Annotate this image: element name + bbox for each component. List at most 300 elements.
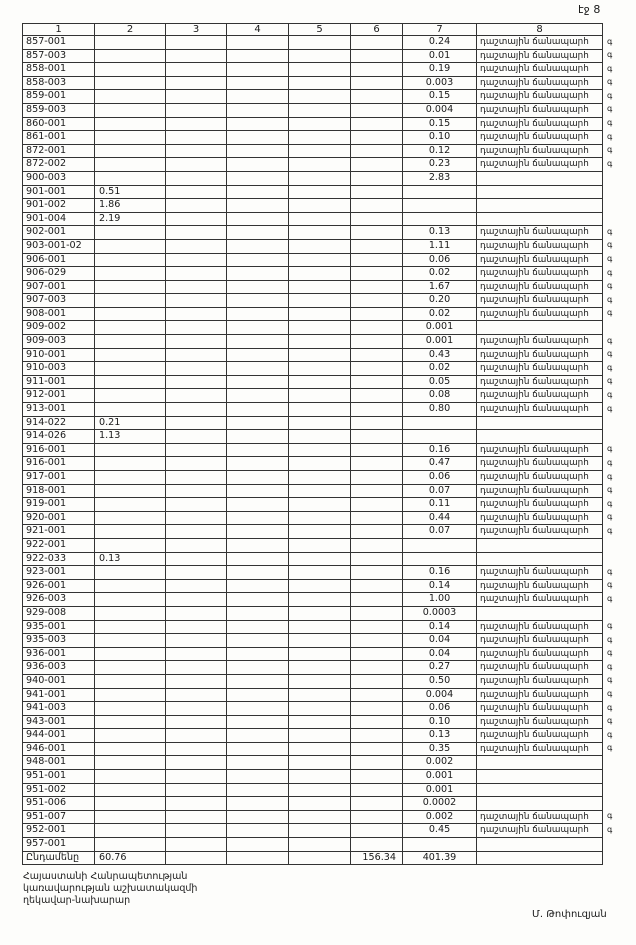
table-cell <box>95 253 166 267</box>
table-cell: 901-001 <box>23 185 95 199</box>
table-cell: 401.39 <box>403 851 477 865</box>
table-cell <box>166 511 227 525</box>
table-cell <box>289 471 351 485</box>
table-cell: դաշտային ճանապարհ <box>477 90 603 104</box>
table-cell <box>289 280 351 294</box>
table-cell <box>166 783 227 797</box>
table-cell: դաշտային ճանապարհ <box>477 158 603 172</box>
table-cell <box>289 620 351 634</box>
table-cell: 922-033 <box>23 552 95 566</box>
table-cell: 911-001 <box>23 375 95 389</box>
margin-tick-icon: գ <box>607 335 613 345</box>
table-cell <box>351 416 403 430</box>
table-cell <box>166 498 227 512</box>
table-cell: 1.11 <box>403 239 477 253</box>
table-cell <box>403 185 477 199</box>
table-cell: 923-001 <box>23 566 95 580</box>
table-cell: 2.19 <box>95 212 166 226</box>
column-header: 3 <box>166 24 227 36</box>
table-cell: 935-001 <box>23 620 95 634</box>
table-cell: դաշտային ճանապարհ <box>477 674 603 688</box>
table-row <box>23 117 603 131</box>
table-cell <box>166 824 227 838</box>
table-cell: դաշտային ճանապարհ <box>477 525 603 539</box>
table-cell <box>95 824 166 838</box>
table-cell: 857-003 <box>23 49 95 63</box>
table-cell: 907-003 <box>23 294 95 308</box>
table-cell: դաշտային ճանապարհ <box>477 498 603 512</box>
table-cell <box>289 253 351 267</box>
table-cell: 0.10 <box>403 131 477 145</box>
footer-line: կառավարության աշխատակազմի <box>23 883 198 894</box>
table-cell <box>289 131 351 145</box>
table-cell <box>227 280 289 294</box>
table-cell <box>351 566 403 580</box>
table-cell <box>166 430 227 444</box>
table-cell: 0.02 <box>403 362 477 376</box>
table-row <box>23 851 603 865</box>
table-cell <box>95 144 166 158</box>
table-cell: 929-008 <box>23 606 95 620</box>
table-cell <box>477 185 603 199</box>
table-cell <box>289 702 351 716</box>
table-cell: դաշտային ճանապարհ <box>477 403 603 417</box>
page-number: էջ 8 <box>578 3 601 16</box>
table-cell <box>289 267 351 281</box>
table-cell <box>227 294 289 308</box>
table-cell <box>95 525 166 539</box>
table-row <box>23 171 603 185</box>
table-cell <box>95 457 166 471</box>
margin-tick-icon: գ <box>607 281 613 291</box>
table-cell <box>351 824 403 838</box>
table-cell <box>289 661 351 675</box>
table-cell <box>403 212 477 226</box>
table-cell <box>227 103 289 117</box>
table-cell <box>289 90 351 104</box>
table-cell: 909-003 <box>23 335 95 349</box>
table-cell <box>289 457 351 471</box>
table-cell <box>95 484 166 498</box>
table-cell: 0.04 <box>403 647 477 661</box>
table-cell <box>227 742 289 756</box>
table-cell <box>227 185 289 199</box>
table-cell <box>289 484 351 498</box>
table-cell: 907-001 <box>23 280 95 294</box>
table-cell <box>351 63 403 77</box>
table-cell <box>477 552 603 566</box>
table-cell <box>166 362 227 376</box>
table-cell <box>95 674 166 688</box>
table-cell: 0.002 <box>403 810 477 824</box>
table-cell <box>166 49 227 63</box>
margin-tick-icon: գ <box>607 634 613 644</box>
table-cell <box>166 403 227 417</box>
table-cell <box>95 49 166 63</box>
table-cell <box>351 634 403 648</box>
table-cell: 872-002 <box>23 158 95 172</box>
table-cell: 0.51 <box>95 185 166 199</box>
table-cell <box>227 335 289 349</box>
table-cell <box>289 375 351 389</box>
table-cell: 0.11 <box>403 498 477 512</box>
table-row <box>23 348 603 362</box>
table-cell <box>289 348 351 362</box>
table-cell <box>227 212 289 226</box>
margin-tick-icon: գ <box>607 90 613 100</box>
table-cell: 951-002 <box>23 783 95 797</box>
table-cell <box>351 76 403 90</box>
table-row <box>23 511 603 525</box>
table-cell <box>351 606 403 620</box>
margin-tick-icon: գ <box>607 240 613 250</box>
table-cell <box>289 294 351 308</box>
table-cell <box>227 810 289 824</box>
margin-tick-icon: գ <box>607 145 613 155</box>
table-cell <box>166 729 227 743</box>
margin-tick-icon: գ <box>607 403 613 413</box>
table-cell: 926-001 <box>23 579 95 593</box>
table-cell: դաշտային ճանապարհ <box>477 593 603 607</box>
table-cell <box>227 471 289 485</box>
table-cell <box>351 185 403 199</box>
table-cell <box>351 335 403 349</box>
table-cell <box>95 90 166 104</box>
table-cell <box>403 838 477 852</box>
column-header: 1 <box>23 24 95 36</box>
table-cell <box>351 511 403 525</box>
table-cell <box>477 321 603 335</box>
table-cell <box>166 647 227 661</box>
table-cell <box>351 620 403 634</box>
table-row <box>23 661 603 675</box>
table-row <box>23 389 603 403</box>
table-cell <box>95 307 166 321</box>
table-cell <box>95 770 166 784</box>
table-cell: 908-001 <box>23 307 95 321</box>
table-cell: 948-001 <box>23 756 95 770</box>
table-cell <box>289 416 351 430</box>
table-cell: 2.83 <box>403 171 477 185</box>
table-cell <box>289 443 351 457</box>
table-cell: 0.20 <box>403 294 477 308</box>
table-cell <box>166 389 227 403</box>
table-cell <box>166 103 227 117</box>
column-header: 8 <box>477 24 603 36</box>
table-cell <box>95 702 166 716</box>
table-row <box>23 267 603 281</box>
table-row <box>23 280 603 294</box>
table-cell <box>351 171 403 185</box>
table-cell: 872-001 <box>23 144 95 158</box>
table-cell: դաշտային ճանապարհ <box>477 375 603 389</box>
table-row <box>23 525 603 539</box>
table-row <box>23 797 603 811</box>
table-cell <box>351 199 403 213</box>
table-row <box>23 715 603 729</box>
table-cell: դաշտային ճանապարհ <box>477 702 603 716</box>
table-cell: 906-001 <box>23 253 95 267</box>
table-cell <box>227 552 289 566</box>
table-cell <box>477 783 603 797</box>
table-cell <box>351 144 403 158</box>
table-cell <box>227 375 289 389</box>
table-cell: 936-001 <box>23 647 95 661</box>
table-cell <box>477 416 603 430</box>
table-cell <box>351 647 403 661</box>
table-cell: 0.13 <box>403 729 477 743</box>
table-cell: դաշտային ճանապարհ <box>477 729 603 743</box>
table-cell: 901-004 <box>23 212 95 226</box>
table-cell <box>289 552 351 566</box>
table-cell <box>477 430 603 444</box>
table-cell <box>166 158 227 172</box>
table-cell <box>227 239 289 253</box>
table-cell <box>289 36 351 50</box>
table-cell <box>166 280 227 294</box>
table-cell: դաշտային ճանապարհ <box>477 307 603 321</box>
table-cell <box>227 253 289 267</box>
table-cell <box>166 797 227 811</box>
table-cell: 0.35 <box>403 742 477 756</box>
table-row <box>23 403 603 417</box>
table-cell <box>289 824 351 838</box>
table-row <box>23 810 603 824</box>
table-cell <box>95 76 166 90</box>
table-cell <box>227 770 289 784</box>
table-row <box>23 579 603 593</box>
table-cell <box>227 824 289 838</box>
margin-tick-icon: գ <box>607 376 613 386</box>
margin-tick-icon: գ <box>607 308 613 318</box>
table-cell: դաշտային ճանապարհ <box>477 131 603 145</box>
table-cell <box>95 171 166 185</box>
table-cell <box>351 103 403 117</box>
table-cell <box>95 647 166 661</box>
table-cell <box>477 797 603 811</box>
table-cell <box>227 267 289 281</box>
table-cell: դաշտային ճանապարհ <box>477 63 603 77</box>
table-cell: 921-001 <box>23 525 95 539</box>
table-row <box>23 688 603 702</box>
table-cell <box>166 267 227 281</box>
table-cell <box>289 770 351 784</box>
table-cell <box>95 634 166 648</box>
table-cell <box>289 403 351 417</box>
table-cell <box>351 457 403 471</box>
margin-tick-icon: գ <box>607 226 613 236</box>
table-cell <box>289 335 351 349</box>
margin-tick-icon: գ <box>607 158 613 168</box>
table-cell <box>477 212 603 226</box>
signer-name: Մ. Թոփուզյան <box>532 909 607 920</box>
table-cell <box>477 606 603 620</box>
table-cell <box>166 171 227 185</box>
table-cell: 860-001 <box>23 117 95 131</box>
table-cell: 0.15 <box>403 117 477 131</box>
table-cell <box>95 593 166 607</box>
table-cell <box>289 321 351 335</box>
table-cell <box>227 688 289 702</box>
margin-tick-icon: գ <box>607 811 613 821</box>
table-cell: 0.15 <box>403 90 477 104</box>
table-cell <box>351 307 403 321</box>
table-cell <box>477 838 603 852</box>
table-cell <box>289 171 351 185</box>
table-cell: դաշտային ճանապարհ <box>477 443 603 457</box>
table-cell: դաշտային ճանապարհ <box>477 226 603 240</box>
table-row <box>23 199 603 213</box>
table-cell <box>166 674 227 688</box>
table-cell <box>289 49 351 63</box>
table-cell <box>95 267 166 281</box>
table-cell <box>95 498 166 512</box>
table-cell <box>351 838 403 852</box>
table-cell: 900-003 <box>23 171 95 185</box>
table-cell <box>289 797 351 811</box>
table-cell: 944-001 <box>23 729 95 743</box>
table-cell <box>227 620 289 634</box>
table-cell: 0.07 <box>403 484 477 498</box>
table-cell: 0.43 <box>403 348 477 362</box>
table-cell <box>227 389 289 403</box>
table-cell: 926-003 <box>23 593 95 607</box>
table-cell: դաշտային ճանապարհ <box>477 362 603 376</box>
table-cell: 919-001 <box>23 498 95 512</box>
table-cell: 0.04 <box>403 634 477 648</box>
table-cell <box>477 756 603 770</box>
table-row <box>23 552 603 566</box>
margin-tick-icon: գ <box>607 512 613 522</box>
table-cell <box>351 702 403 716</box>
table-row <box>23 770 603 784</box>
table-cell <box>351 239 403 253</box>
table-row <box>23 307 603 321</box>
table-cell: 957-001 <box>23 838 95 852</box>
table-cell: 910-003 <box>23 362 95 376</box>
margin-tick-icon: գ <box>607 267 613 277</box>
margin-tick-icon: գ <box>607 471 613 481</box>
table-cell <box>477 538 603 552</box>
table-cell <box>227 838 289 852</box>
table-cell <box>351 484 403 498</box>
table-cell <box>166 688 227 702</box>
margin-tick-icon: գ <box>607 729 613 739</box>
margin-tick-icon: գ <box>607 743 613 753</box>
table-cell <box>95 117 166 131</box>
table-cell <box>351 443 403 457</box>
margin-tick-icon: գ <box>607 661 613 671</box>
table-cell <box>227 457 289 471</box>
table-cell: 0.14 <box>403 620 477 634</box>
margin-tick-icon: գ <box>607 498 613 508</box>
table-cell <box>289 715 351 729</box>
table-cell <box>351 253 403 267</box>
table-cell <box>289 389 351 403</box>
table-cell <box>95 239 166 253</box>
table-cell <box>351 348 403 362</box>
table-cell: դաշտային ճանապարհ <box>477 280 603 294</box>
table-cell: 951-001 <box>23 770 95 784</box>
table-cell: 922-001 <box>23 538 95 552</box>
table-cell: 858-001 <box>23 63 95 77</box>
table-cell: 920-001 <box>23 511 95 525</box>
table-cell <box>166 348 227 362</box>
table-cell <box>227 797 289 811</box>
table-cell: 0.24 <box>403 36 477 50</box>
table-cell <box>289 525 351 539</box>
table-cell <box>477 199 603 213</box>
table-cell <box>166 443 227 457</box>
table-cell <box>351 770 403 784</box>
table-cell <box>166 226 227 240</box>
table-row <box>23 606 603 620</box>
table-row <box>23 838 603 852</box>
table-cell <box>227 443 289 457</box>
table-cell <box>166 525 227 539</box>
table-cell <box>227 90 289 104</box>
table-cell: 0.07 <box>403 525 477 539</box>
margin-tick-icon: գ <box>607 824 613 834</box>
table-row <box>23 430 603 444</box>
table-cell <box>95 538 166 552</box>
table-cell <box>95 375 166 389</box>
table-cell <box>227 131 289 145</box>
table-cell: 946-001 <box>23 742 95 756</box>
table-cell <box>289 144 351 158</box>
table-cell: դաշտային ճանապարհ <box>477 511 603 525</box>
table-cell: 156.34 <box>351 851 403 865</box>
table-cell <box>351 36 403 50</box>
table-cell <box>95 443 166 457</box>
table-cell <box>95 620 166 634</box>
table-cell: դաշտային ճանապարհ <box>477 715 603 729</box>
table-cell: 0.06 <box>403 471 477 485</box>
table-cell <box>289 362 351 376</box>
table-cell <box>403 199 477 213</box>
table-row <box>23 36 603 50</box>
table-cell <box>351 294 403 308</box>
margin-tick-icon: գ <box>607 36 613 46</box>
table-row <box>23 239 603 253</box>
table-cell <box>95 783 166 797</box>
table-cell: դաշտային ճանապարհ <box>477 76 603 90</box>
table-row <box>23 226 603 240</box>
table-cell <box>351 158 403 172</box>
table-cell <box>227 661 289 675</box>
table-cell <box>166 471 227 485</box>
margin-tick-icon: գ <box>607 702 613 712</box>
land-parcel-table <box>22 23 603 865</box>
table-cell <box>351 471 403 485</box>
table-cell: 0.27 <box>403 661 477 675</box>
table-cell: դաշտային ճանապարհ <box>477 566 603 580</box>
table-cell <box>227 756 289 770</box>
table-cell <box>227 307 289 321</box>
table-cell: դաշտային ճանապարհ <box>477 484 603 498</box>
table-cell <box>351 131 403 145</box>
table-cell: 0.47 <box>403 457 477 471</box>
table-cell: 0.001 <box>403 783 477 797</box>
table-cell <box>351 321 403 335</box>
table-cell: 940-001 <box>23 674 95 688</box>
table-cell <box>351 498 403 512</box>
table-row <box>23 593 603 607</box>
column-header: 4 <box>227 24 289 36</box>
table-cell <box>227 538 289 552</box>
table-cell <box>351 715 403 729</box>
table-cell: դաշտային ճանապարհ <box>477 335 603 349</box>
